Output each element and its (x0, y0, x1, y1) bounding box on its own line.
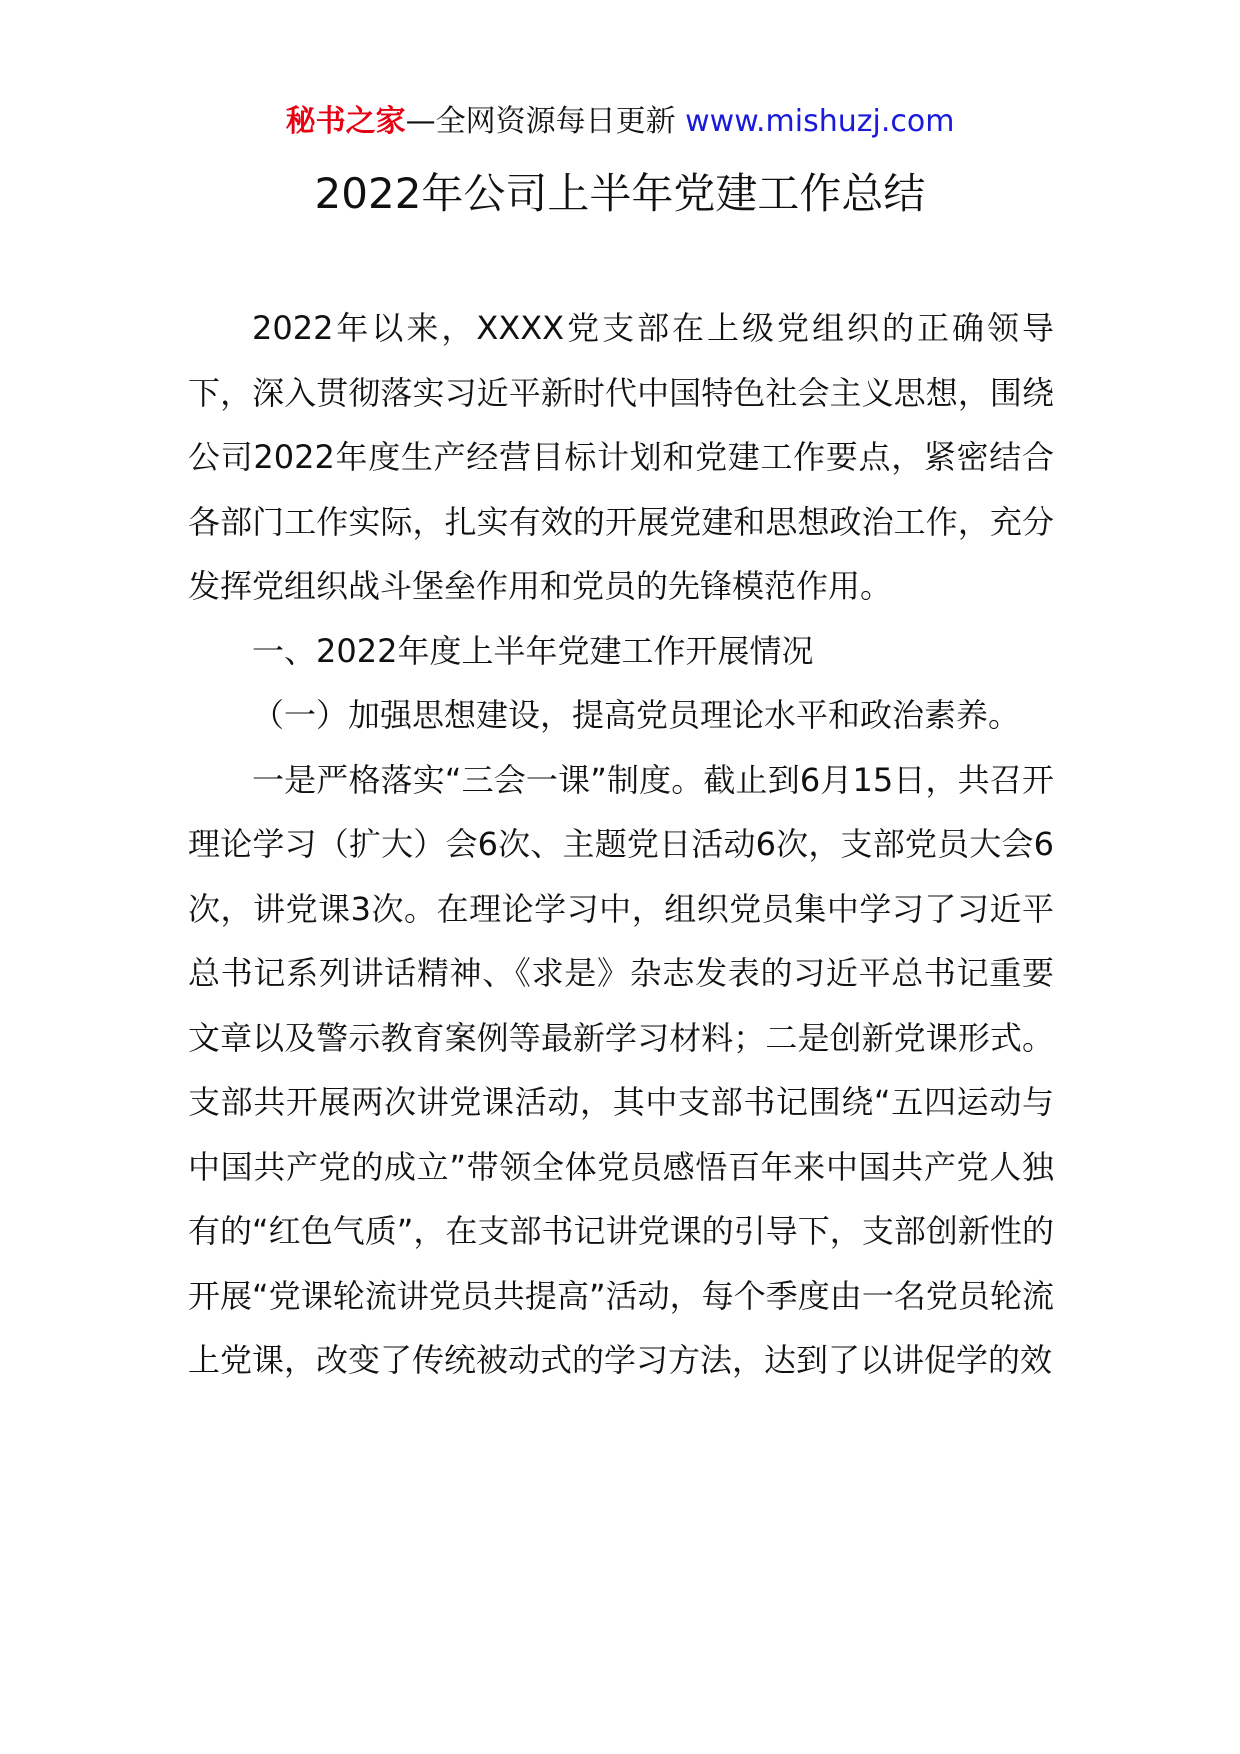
brand-name: 秘书之家 (285, 104, 406, 139)
site-url-link[interactable]: www.mishuzj.com (685, 104, 955, 139)
document-body (188, 296, 1054, 1393)
document-title: 2022年公司上半年党建工作总结 (314, 169, 926, 218)
body-paragraph: 一是严格落实“三会一课”制度。截止到6月15日，共召开理论学习（扩大）会6次、主题党日活动6次，支部党员大会6次，讲党课3次。在理论学习中，组织党员集中学习了习近平总书记系列讲话精神、《求是》杂志发表的习近平总书记重要文章以及警示教育案例等最新学习材料；二是创新党课形式。支部共开展两次讲党课活动，其中支部书记围绕“五四运动与中国共产党的成立”带领全体党员感悟百年来中国共产党人独有的“红色气质”，在支部书记讲党课的引导下，支部创新性的开展“党课轮流讲党员共提高”活动，每个季度由一名党员轮流上党课，改变了传统被动式的学习方法，达到了以讲促学的效 (188, 760, 1054, 1379)
subsection-heading-1: （一）加强思想建设，提高党员理论水平和政治素养。 (252, 696, 1021, 734)
site-header (0, 102, 1240, 142)
header-tagline: —全网资源每日更新 (405, 104, 676, 139)
section-heading-1: 一、2022年度上半年党建工作开展情况 (252, 631, 814, 670)
intro-paragraph: 2022年以来，XXXX党支部在上级党组织的正确领导下，深入贯彻落实习近平新时代中国特色社会主义思想，围绕公司2022年度生产经营目标计划和党建工作要点，紧密结合各部门工作实际，扎实有效的开展党建和思想政治工作，充分发挥党组织战斗堡垒作用和党员的先锋模范作用。 (188, 309, 1054, 605)
